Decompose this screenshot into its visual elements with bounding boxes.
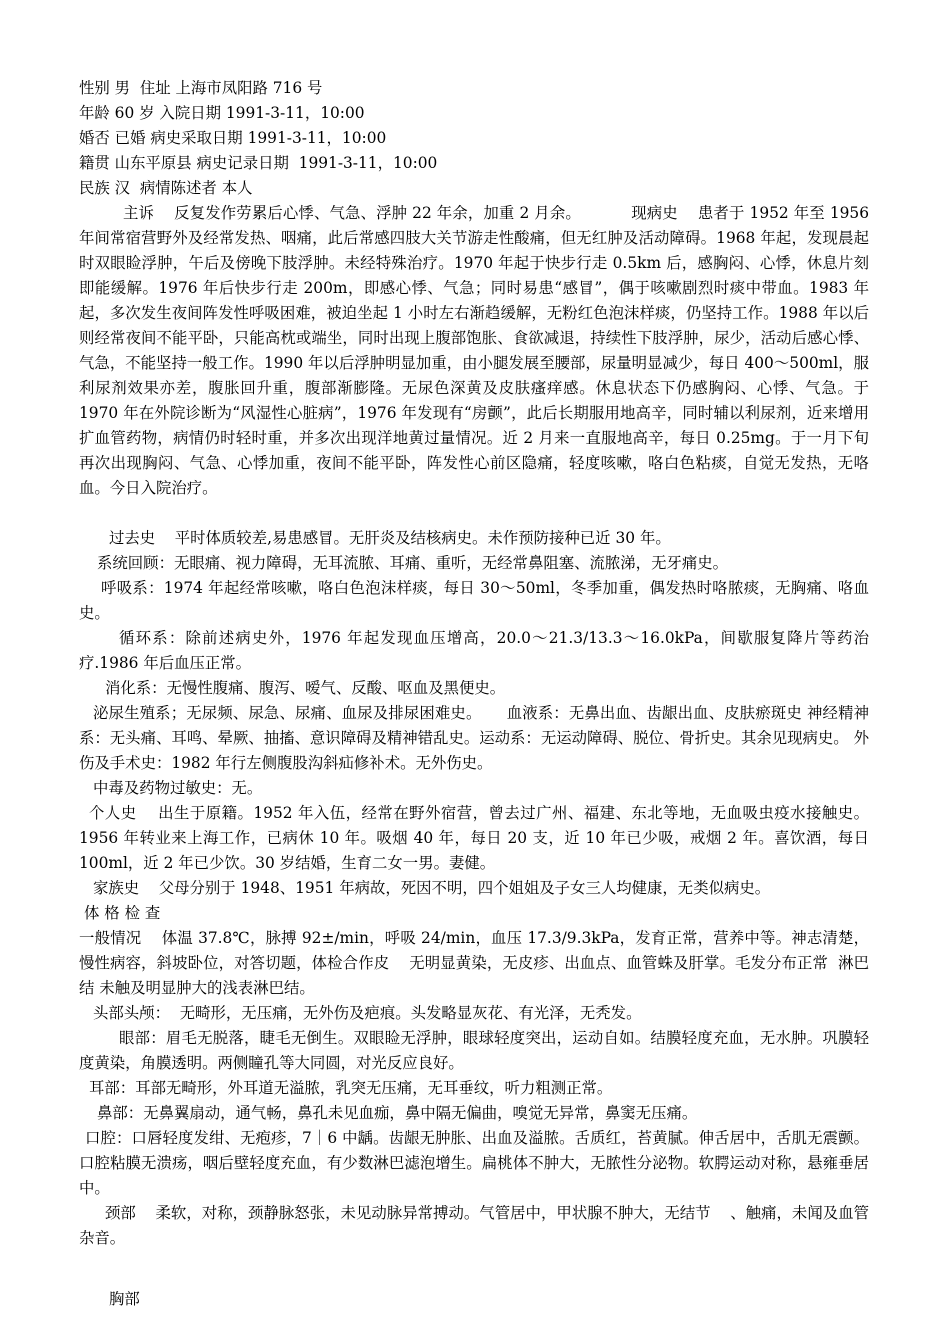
- ears: 耳部：耳部无畸形，外耳道无溢脓，乳突无压痛，无耳垂纹，听力粗测正常。: [89, 1079, 613, 1097]
- allergy-history: 中毒及药物过敏史：无。: [93, 779, 263, 797]
- circulatory-system: 循环系：除前述病史外，1976 年起发现血压增高，20.0～21.3/13.3～16.0kPa，间歇服复降片等药治疗.1986 年后血压正常。: [79, 629, 869, 672]
- header-marital-history-date: 婚否 已婚 病史采取日期 1991-3-11，10:00: [79, 129, 387, 147]
- chief-complaint-present-illness: 主诉 反复发作劳累后心悸、气急、浮肿 22 年余，加重 2 月余。 现病史 患者于 1952 年至 1956 年间常宿营野外及经常发热、咽痛，此后常感四肢大关节游走性酸痛，但无红肿及活动障碍。1968 年起，发现晨起时双眼睑浮肿，午后及傍晚下肢浮肿。未经特殊治疗。1970 年起于快步行走 0.5km 后，感胸闷、心悸，休息片刻即能缓解。1976 年后快步行走 200m，即感心悸、气急；同时易患“感冒”，偶于咳嗽剧烈时痰中带血。1983 年起，多次发生夜间阵发性呼吸困难，被迫坐起 1 小时左右渐趋缓解，无粉红色泡沫样痰，仍坚持工作。1988 年以后则经常夜间不能平卧，只能高枕或端坐，同时出现上腹部饱胀、食欲减退，持续性下肢浮肿，尿少，活动后感心悸、气急，不能坚持一般工作。1990 年以后浮肿明显加重，由小腿发展至腰部，尿量明显减少，每日 400～500ml，服利尿剂效果亦差，腹胀回升重，腹部渐膨隆。无尿色深黄及皮肤瘙痒感。休息状态下仍感胸闷、心悸、气急。于 1970 年在外院诊断为“风湿性心脏病”，1976 年发现有“房颤”，此后长期服用地高辛，同时辅以利尿剂，近来增用扩血管药物，病情仍时轻时重，并多次出现洋地黄过量情况。近 2 月来一直服地高辛，每日 0.25mg。于一月下旬再次出现胸闷、气急、心悸加重，夜间不能平卧，阵发性心前区隐痛，轻度咳嗽，咯白色粘痰，自觉无发热，无咯血。今日入院治疗。: [79, 204, 874, 497]
- personal-history: 个人史 出生于原籍。1952 年入伍，经常在野外宿营，曾去过广州、福建、东北等地，无血吸虫疫水接触史。1956 年转业来上海工作，已病休 10 年。吸烟 40 年，每日 20 支，近 10 年已少吸，戒烟 2 年。喜饮酒，每日 100ml，近 2 年已少饮。30 岁结婚，生育二女一男。妻健。: [79, 804, 874, 872]
- header-birthplace-record-date: 籍贯 山东平原县 病史记录日期 1991-3-11，10:00: [79, 154, 438, 172]
- eyes: 眼部：眉毛无脱落，睫毛无倒生。双眼睑无浮肿，眼球轻度突出，运动自如。结膜轻度充血，无水肿。巩膜轻度黄染，角膜透明。两侧瞳孔等大同圆，对光反应良好。: [79, 1029, 869, 1072]
- nose: 鼻部：无鼻翼扇动，通气畅，鼻孔未见血痂，鼻中隔无偏曲，嗅觉无异常，鼻窦无压痛。: [97, 1104, 698, 1122]
- header-sex-address: 性别 男 住址 上海市凤阳路 716 号: [79, 79, 323, 97]
- system-review: 系统回顾：无眼痛、视力障碍，无耳流脓、耳痛、重听，无经常鼻阻塞、流脓涕，无牙痛史。: [97, 554, 729, 572]
- general-condition: 一般情况 体温 37.8℃，脉搏 92±/min，呼吸 24/min，血压 17.3/9.3kPa，发育正常，营养中等。神志清楚，慢性病容，斜坡卧位，对答切题，体检合作皮 无明显黄染，无皮疹、出血点、血管蛛及肝掌。毛发分布正常 淋巴结 未触及明显肿大的浅表淋巴结。: [79, 929, 869, 997]
- medical-record-page: [79, 76, 874, 1312]
- physical-exam-title: 体 格 检 查: [84, 904, 161, 922]
- digestive-system: 消化系：无慢性腹痛、腹泻、嗳气、反酸、呕血及黑便史。: [105, 679, 506, 697]
- family-history: 家族史 父母分别于 1948、1951 年病故，死因不明，四个姐姐及子女三人均健康，无类似病史。: [93, 879, 771, 897]
- mouth: 口腔：口唇轻度发绀、无疱疹，7｜6 中龋。齿龈无肿胀、出血及溢脓。舌质红，苔黄腻。伸舌居中，舌肌无震颤。口腔粘膜无溃疡，咽后壁轻度充血，有少数淋巴滤泡增生。扁桃体不肿大，无脓性分泌物。软腭运动对称，悬雍垂居中。: [79, 1129, 869, 1197]
- urinary-blood-nervous-systems: 泌尿生殖系；无尿频、尿急、尿痛、血尿及排尿困难史。 血液系：无鼻出血、齿龈出血、皮肤瘀斑史 神经精神系：无头痛、耳鸣、晕厥、抽搐、意识障碍及精神错乱史。运动系：无运动障碍、脱位、骨折史。其余见现病史。 外伤及手术史：1982 年行左侧腹股沟斜疝修补术。无外伤史。: [79, 704, 869, 772]
- blank-line: [79, 1251, 869, 1287]
- blank-line: [79, 501, 869, 526]
- past-history: 过去史 平时体质较差,易患感冒。无肝炎及结核病史。未作预防接种已近 30 年。: [109, 529, 671, 547]
- neck: 颈部 柔软，对称，颈静脉怒张，未见动脉异常搏动。气管居中，甲状腺不肿大，无结节 、触痛，未闻及血管杂音。: [79, 1204, 869, 1247]
- head-skull: 头部头颅： 无畸形，无压痛，无外伤及疤痕。头发略显灰花、有光泽，无秃发。: [93, 1004, 642, 1022]
- header-ethnicity-narrator: 民族 汉 病情陈述者 本人: [79, 179, 253, 197]
- respiratory-system: 呼吸系：1974 年起经常咳嗽，咯白色泡沫样痰，每日 30～50ml，冬季加重，偶发热时咯脓痰，无胸痛、咯血史。: [79, 579, 869, 622]
- chest-heading: 胸部: [109, 1290, 140, 1308]
- header-age-admission-date: 年龄 60 岁 入院日期 1991-3-11，10:00: [79, 104, 365, 122]
